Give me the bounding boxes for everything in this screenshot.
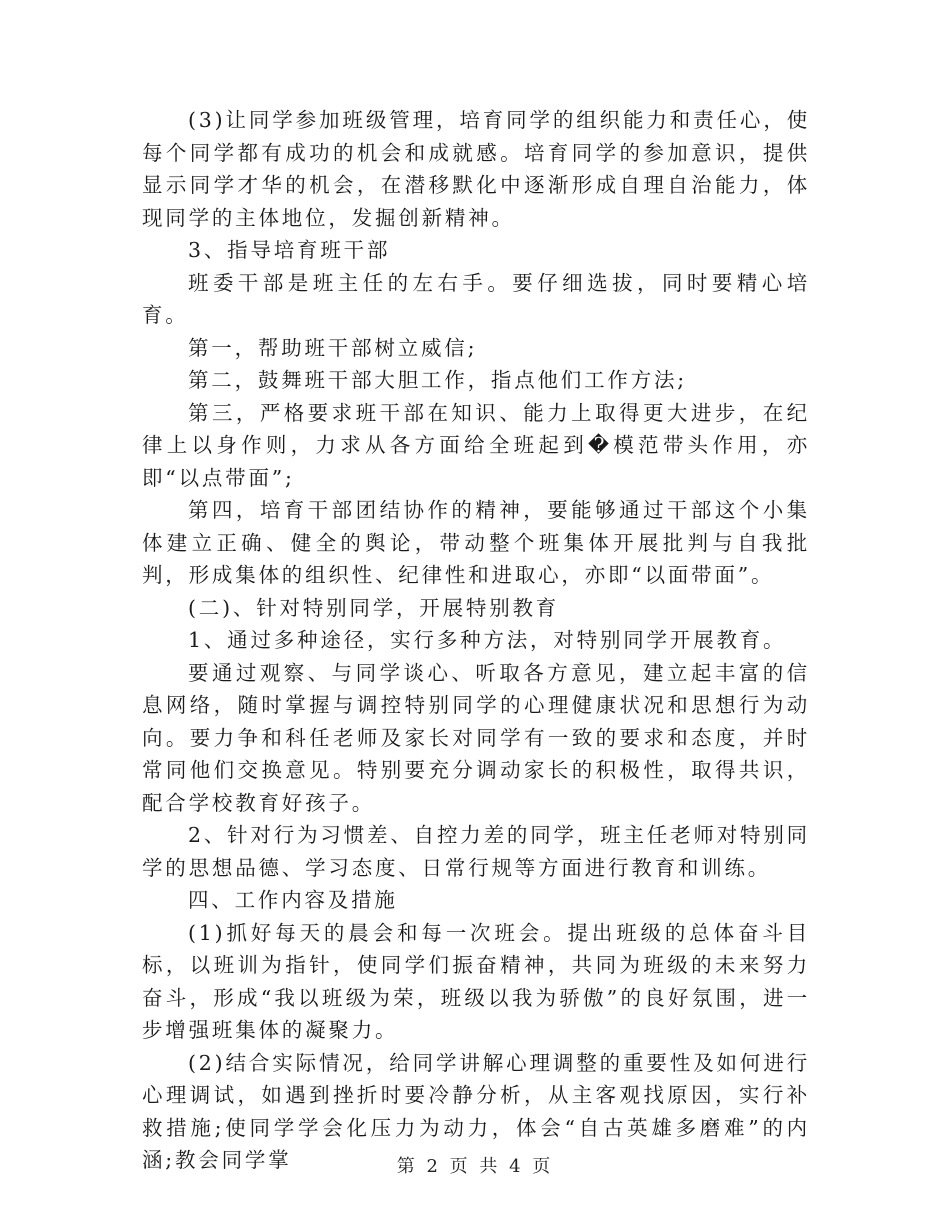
page-number-footer: 第 2 页 共 4 页	[396, 1156, 554, 1177]
list-item: 第三，严格要求班干部在知识、能力上取得更大进步，在纪律上以身作则，力求从各方面给全班起到�模范带头作用，亦即“以点带面”;	[142, 400, 810, 490]
paragraph: (2)结合实际情况，给同学讲解心理调整的重要性及如何进行心理调试，如遇到挫折时要冷静分析，从主客观找原因，实行补救措施;使同学学会化压力为动力，体会“自古英雄多磨难”的内涵;教会同学掌	[142, 1050, 810, 1172]
subsection-heading: 1、通过多种途径，实行多种方法，对特别同学开展教育。	[188, 628, 787, 652]
section-heading: (二)、针对特别同学，开展特别教育	[188, 595, 560, 620]
section-heading: 3、指导培育班干部	[188, 238, 391, 262]
paragraph: (3)让同学参加班级管理，培育同学的组织能力和责任心，使每个同学都有成功的机会和成就感。培育同学的参加意识，提供显示同学才华的机会，在潜移默化中逐渐形成自理自治能力，体现同学的主体地位，发掘创新精神。	[142, 108, 810, 230]
paragraph: 班委干部是班主任的左右手。要仔细选拔，同时要精心培育。	[142, 270, 810, 327]
list-item: 第一，帮助班干部树立威信;	[188, 335, 478, 360]
paragraph: 2、针对行为习惯差、自控力差的同学，班主任老师对特别同学的思想品德、学习态度、日常行规等方面进行教育和训练。	[142, 823, 810, 880]
list-item: 第二，鼓舞班干部大胆工作，指点他们工作方法;	[188, 368, 688, 392]
section-heading: 四、工作内容及措施	[188, 888, 398, 912]
paragraph: 要通过观察、与同学谈心、听取各方意见，建立起丰富的信息网络，随时掌握与调控特别同学的心理健康状况和思想行为动向。要力争和科任老师及家长对同学有一致的要求和态度，并时常同他们交换意见。特别要充分调动家长的积极性，取得共识，配合学校教育好孩子。	[142, 660, 810, 815]
paragraph: (1)抓好每天的晨会和每一次班会。提出班级的总体奋斗目标，以班训为指针，使同学们振奋精神，共同为班级的未来努力奋斗，形成“我以班级为荣，班级以我为骄傲”的良好氛围，进一步增强班集体的凝聚力。	[142, 920, 810, 1042]
list-item: 第四，培育干部团结协作的精神，要能够通过干部这个小集体建立正确、健全的舆论，带动整个班集体开展批判与自我批判，形成集体的组织性、纪律性和进取心，亦即“以面带面”。	[142, 498, 810, 587]
body-text	[142, 104, 810, 1177]
